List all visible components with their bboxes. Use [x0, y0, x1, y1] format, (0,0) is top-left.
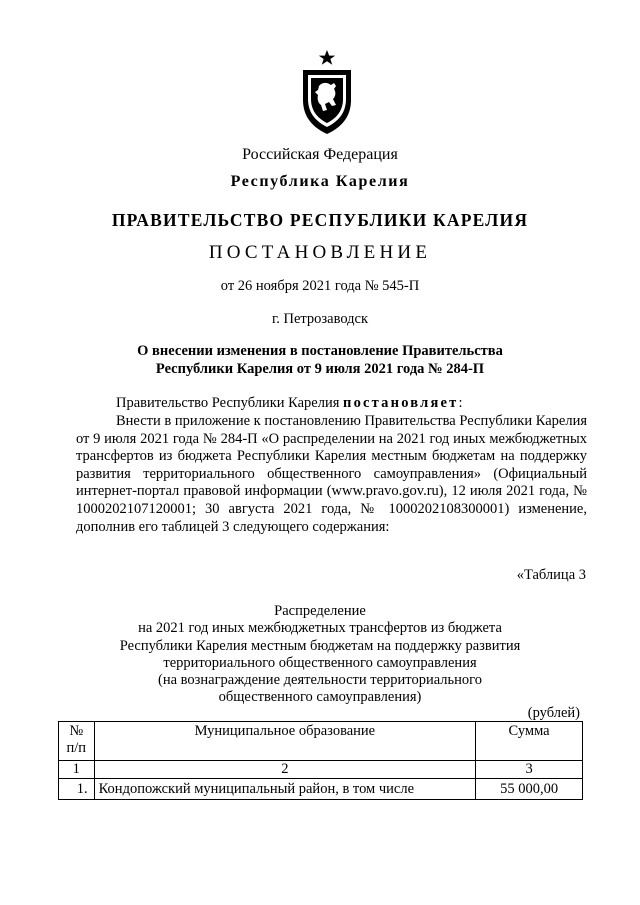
table-title-line: Республики Карелия местным бюджетам на поддержку развития [119, 637, 521, 654]
column-number: 1 [59, 761, 95, 779]
intro-decree-word: постановляет [343, 395, 459, 411]
table-label: «Таблица 3 [516, 567, 586, 583]
table-title-line: (на вознаграждение деятельности территориального [158, 672, 482, 689]
currency-units: (рублей) [527, 705, 580, 721]
document-subject [0, 343, 640, 378]
document-city: г. Петрозаводск [271, 311, 369, 327]
document-type: ПОСТАНОВЛЕНИЕ [208, 242, 432, 263]
table-title-line: территориального общественного самоуправления [163, 654, 477, 671]
distribution-table [58, 721, 583, 800]
intro-prefix: Правительство Республики Карелия [116, 395, 344, 411]
header-municipality: Муниципальное образование [94, 722, 476, 761]
government-title: ПРАВИТЕЛЬСТВО РЕСПУБЛИКИ КАРЕЛИЯ [111, 210, 529, 230]
subject-line-1: О внесении изменения в постановление Правительства [137, 343, 503, 359]
table-title-line: Распределение [274, 603, 366, 619]
document-date-number: от 26 ноября 2021 года № 545-П [220, 278, 420, 294]
table-header-row [59, 722, 583, 761]
decree-paragraph: Внести в приложение к постановлению Правительства Республики Карелия от 9 июля 2021 года № 284-П «О распределении на 2021 год иных межбюджетных трансфертов из бюджета Республики Карелия местным бюджетам на поддержку развития территориального общественного самоуправления» (Официальный интернет-портал правовой информации (www.pravo.gov.ru), 12 июля 2021 года, № 1000202107120001; 30 августа 2021 года, № 1000202108300001) изменение, дополнив его таблицей 3 следующего содержания: [76, 413, 587, 535]
table-row [59, 779, 583, 800]
table-title-line: на 2021 год иных межбюджетных трансфертов из бюджета [138, 620, 502, 637]
row-number: 1. [59, 779, 95, 800]
column-number: 3 [476, 761, 583, 779]
header-amount: Сумма [476, 722, 583, 761]
header-number: № п/п [59, 722, 95, 761]
country-name: Российская Федерация [242, 146, 398, 163]
karelia-coat-of-arms-emblem [298, 48, 356, 136]
row-municipality: Кондопожский муниципальный район, в том числе [94, 779, 476, 800]
column-number: 2 [94, 761, 476, 779]
republic-name: Республика Карелия [230, 173, 410, 190]
table-column-numbers-row [59, 761, 583, 779]
row-amount: 55 000,00 [476, 779, 583, 800]
subject-line-2: Республики Карелия от 9 июля 2021 года № 284-П [155, 360, 485, 377]
table-title [0, 603, 640, 707]
table-title-line: общественного самоуправления) [218, 689, 422, 706]
intro-paragraph [76, 395, 587, 413]
intro-suffix: : [458, 395, 463, 411]
